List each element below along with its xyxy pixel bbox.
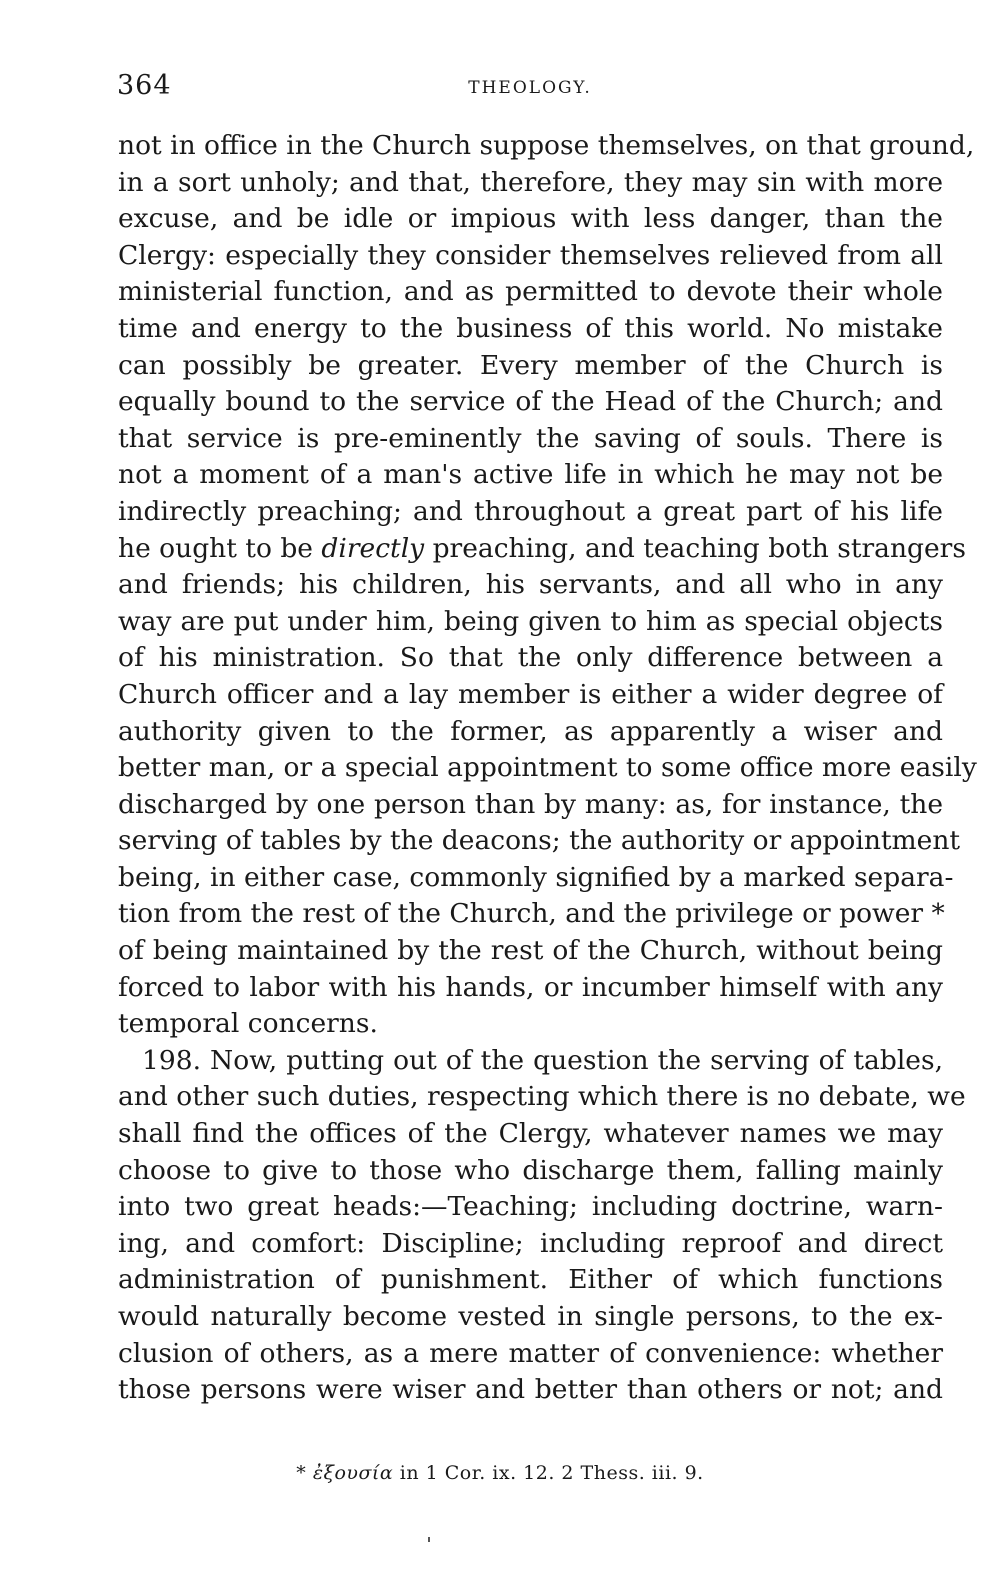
text-line: those persons were wiser and better than others or not; and [118,1374,943,1406]
text-line: that service is pre-eminently the saving of souls. There is [118,422,943,454]
text-line: not a moment of a man's active life in which he may not be [118,459,943,491]
text-line [118,531,966,568]
text-line: choose to give to those who discharge them, falling mainly [118,1154,943,1186]
footnote-greek-word: ἐξουσία [312,1462,394,1484]
print-speck [428,1537,430,1542]
page-title: THEOLOGY. [468,78,592,98]
text-line: shall find the offices of the Clergy, whatever names we may [118,1118,943,1150]
text-line: can possibly be greater. Every member of the Church is [118,349,943,381]
running-head [117,70,943,106]
text-line: ministerial function, and as permitted to devote their whole [118,276,943,308]
text-line: administration of punishment. Either of which functions [118,1264,943,1296]
text-line: temporal concerns. [118,1008,378,1040]
text-line: indirectly preaching; and throughout a great part of his life [118,495,943,527]
text-line: and other such duties, respecting which there is no debate, we [118,1081,966,1113]
text-line: forced to labor with his hands, or incumber himself with any [118,971,943,1003]
body-text [118,128,977,1409]
page-number: 364 [117,70,172,101]
text-line: way are put under him, being given to him as special objects [118,605,943,637]
text-line: into two great heads:—Teaching; including doctrine, warn- [118,1191,943,1223]
footnote [0,1462,1000,1484]
text-line: of his ministration. So that the only difference between a [118,642,943,674]
footnote-text: in 1 Cor. ix. 12. 2 Thess. iii. 9. [399,1462,704,1484]
text-line: in a sort unholy; and that, therefore, they may sin with more [118,166,943,198]
text-line: being, in either case, commonly signified by a marked separa- [118,861,954,893]
footnote-marker: * [296,1462,307,1484]
text-line: not in office in the Church suppose themselves, on that ground, [118,130,975,161]
text-line: discharged by one person than by many: as, for instance, the [118,788,943,820]
text-line: serving of tables by the deacons; the authority or appointment [118,825,961,857]
text-line: would naturally become vested in single persons, to the ex- [118,1301,943,1332]
text-line: Clergy: especially they consider themselves relieved from all [118,239,943,271]
text-line: and friends; his children, his servants, and all who in any [118,569,943,601]
paragraph-start-line: 198. Now, putting out of the question the serving of tables, [142,1044,943,1076]
text-line: Church officer and a lay member is either a wider degree of [118,678,943,710]
text-line: equally bound to the service of the Head of the Church; and [118,386,943,418]
text-line: authority given to the former, as apparently a wiser and [118,715,943,747]
text-line: tion from the rest of the Church, and the privilege or power * [118,898,945,930]
emphasis-text: directly [321,532,425,564]
text-line: clusion of others, as a mere matter of convenience: whether [118,1337,943,1369]
text-fragment: he ought to be [118,532,313,564]
text-line: excuse, and be idle or impious with less danger, than the [118,203,943,235]
text-line: better man, or a special appointment to some office more easily [118,752,977,784]
text-fragment: preaching, and teaching both strangers [432,532,966,564]
text-line: time and energy to the business of this world. No mistake [118,312,943,344]
text-line: ing, and comfort: Discipline; including reproof and direct [118,1227,943,1259]
text-line: of being maintained by the rest of the Church, without being [118,935,943,967]
